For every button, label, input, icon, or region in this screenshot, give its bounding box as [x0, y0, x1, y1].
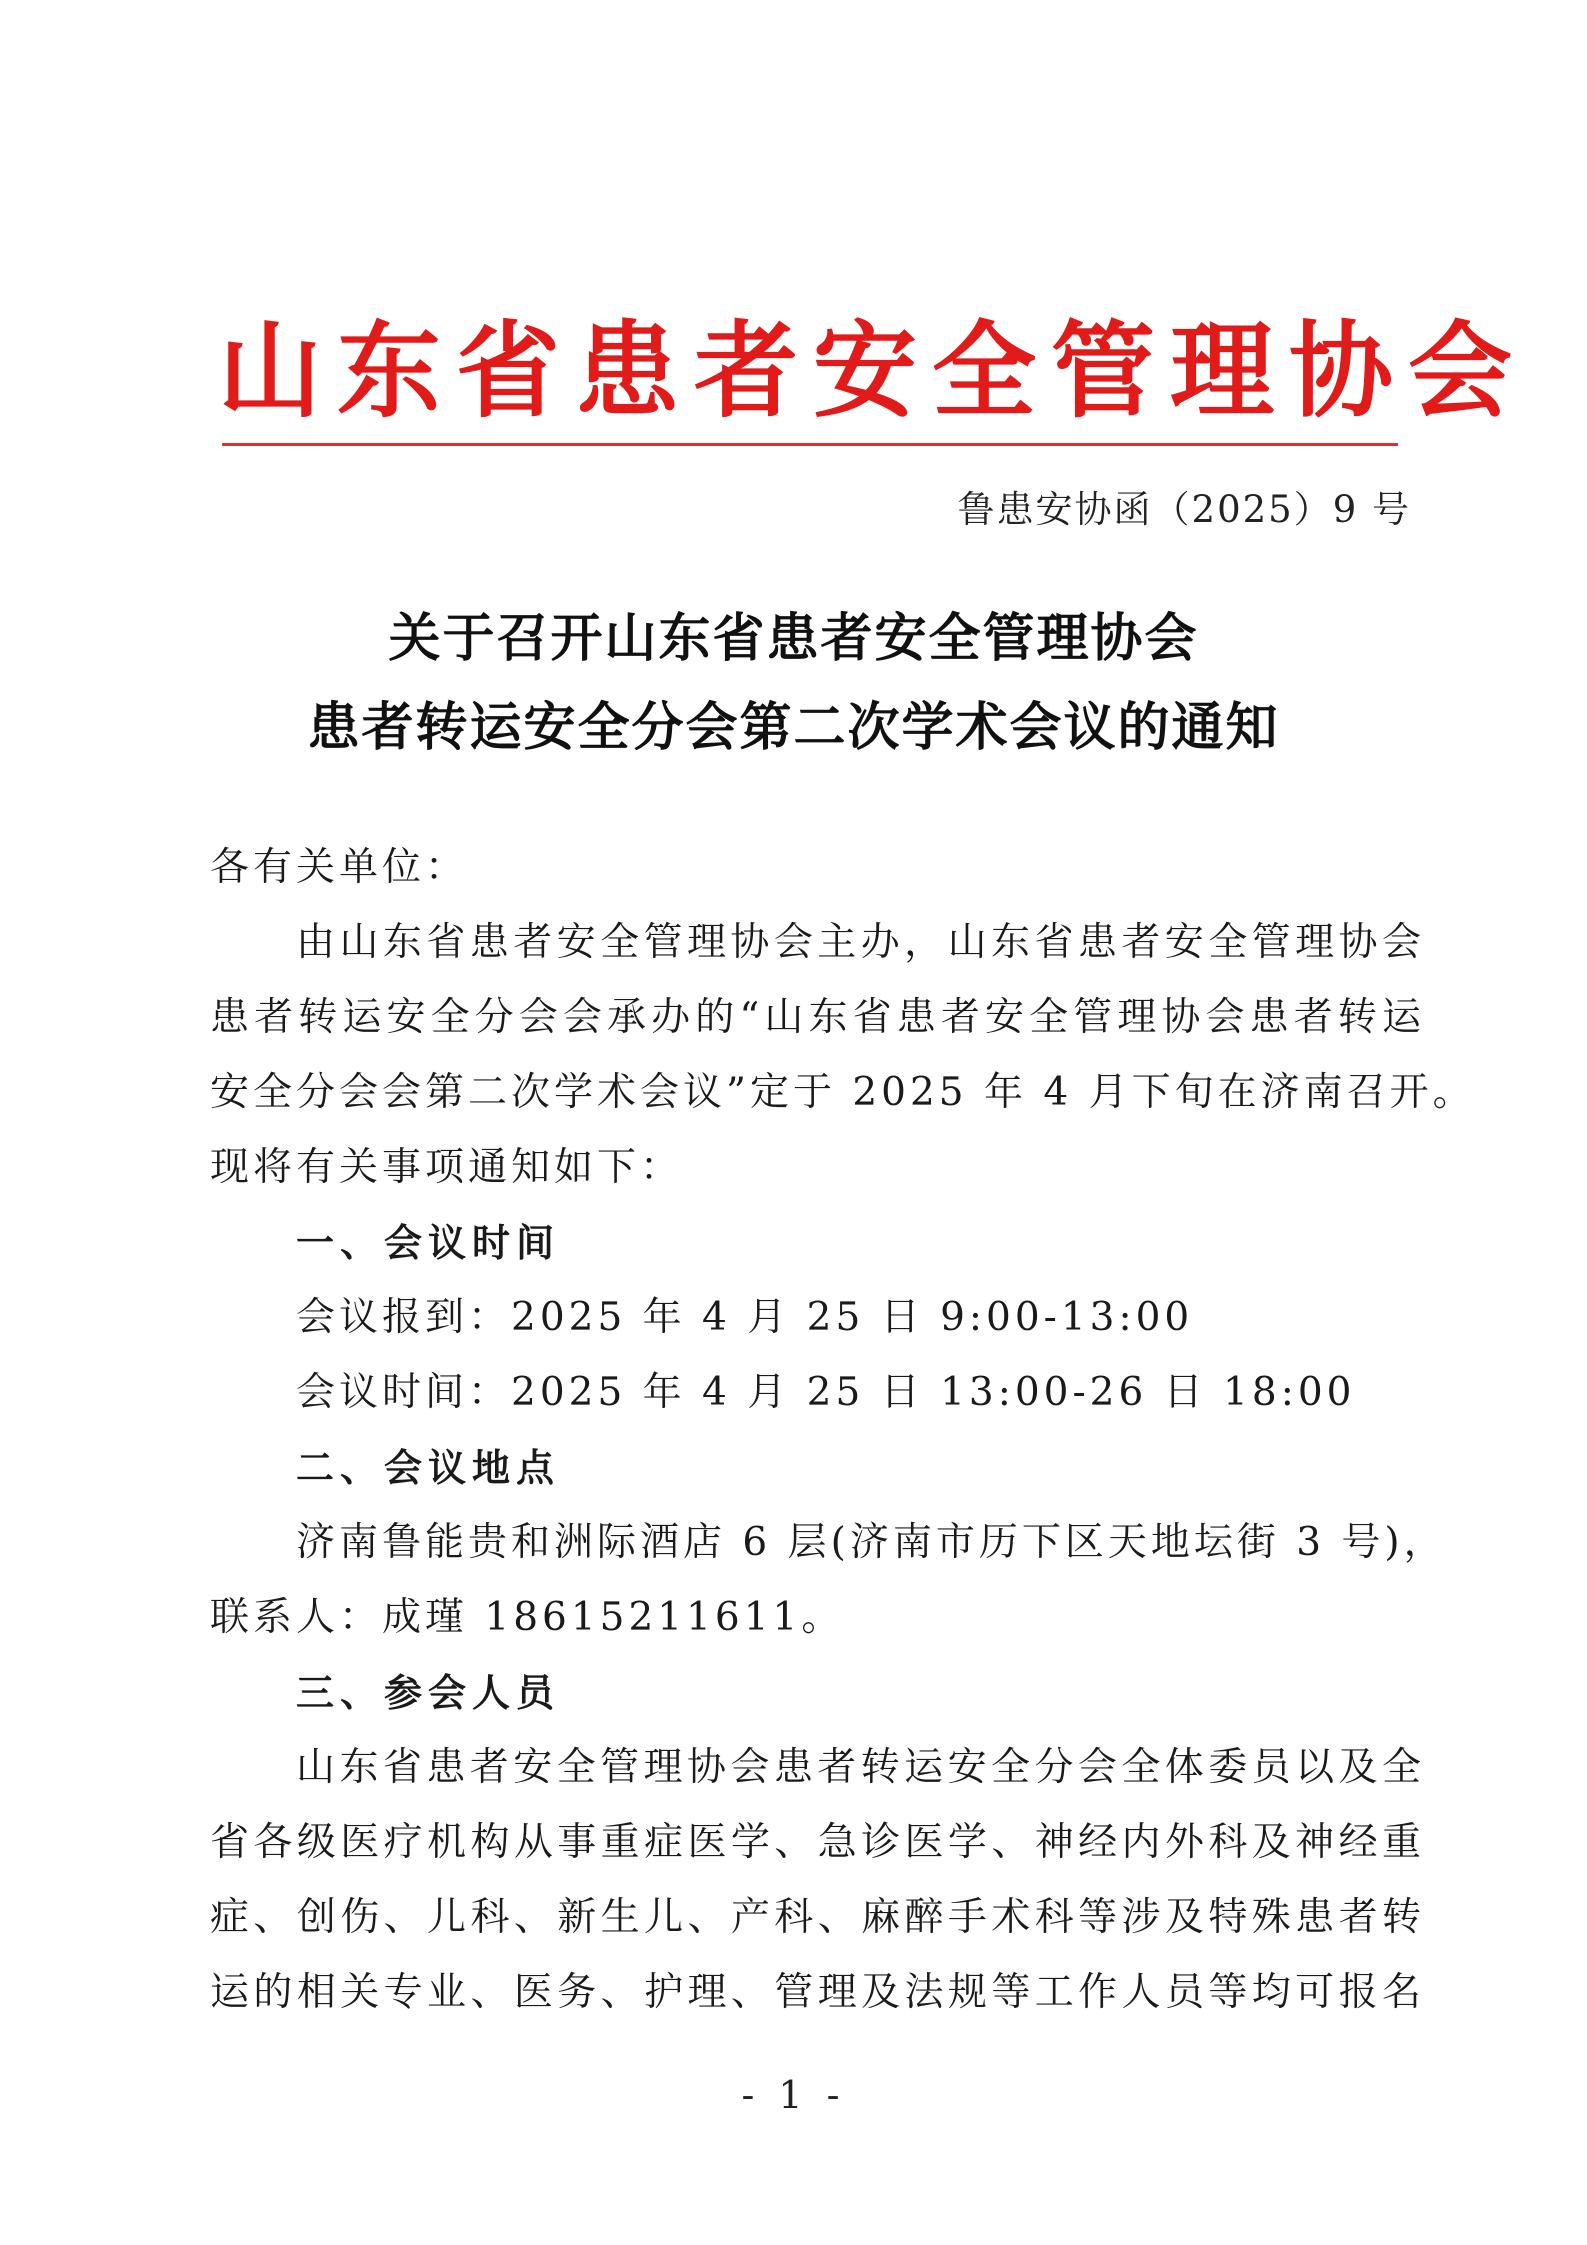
attendees-line-4: 运的相关专业、医务、护理、管理及法规等工作人员等均可报名 — [210, 1970, 1425, 2015]
attendees-line-1: 山东省患者安全管理协会患者转运安全分会全体委员以及全 — [296, 1745, 1425, 1790]
header-red-rule — [222, 443, 1398, 446]
org-name-header: 山东省患者安全管理协会 — [218, 309, 1528, 432]
attendees-line-3: 症、创伤、儿科、新生儿、产科、麻醉手术科等涉及特殊患者转 — [210, 1895, 1425, 1940]
section-heading-attendees: 三、参会人员 — [296, 1671, 561, 1715]
venue-address: 济南鲁能贵和洲际酒店 6 层(济南市历下区天地坛街 3 号)， — [296, 1520, 1447, 1565]
title-line-1: 关于召开山东省患者安全管理协会 — [388, 609, 1199, 669]
registration-time: 会议报到：2025 年 4 月 25 日 9:00-13:00 — [296, 1295, 1194, 1340]
attendees-line-2: 省各级医疗机构从事重症医学、急诊医学、神经内外科及神经重 — [210, 1820, 1425, 1865]
salutation: 各有关单位： — [210, 845, 469, 890]
intro-line-3: 安全分会会第二次学术会议”定于 2025 年 4 月下旬在济南召开。 — [210, 1070, 1476, 1115]
page-number: - 1 - — [741, 2073, 846, 2117]
intro-line-1: 由山东省患者安全管理协会主办，山东省患者安全管理协会 — [296, 920, 1425, 965]
meeting-time: 会议时间：2025 年 4 月 25 日 13:00-26 日 18:00 — [296, 1370, 1356, 1415]
section-heading-time: 一、会议时间 — [296, 1221, 561, 1265]
document-number: 鲁患安协函（2025）9 号 — [957, 488, 1411, 531]
intro-line-4: 现将有关事项通知如下： — [210, 1145, 684, 1190]
intro-line-2: 患者转运安全分会会承办的“山东省患者安全管理协会患者转运 — [210, 995, 1425, 1040]
venue-contact: 联系人：成瑾 18615211611。 — [210, 1595, 845, 1640]
section-heading-venue: 二、会议地点 — [296, 1446, 561, 1490]
title-line-2: 患者转运安全分会第二次学术会议的通知 — [307, 698, 1280, 758]
